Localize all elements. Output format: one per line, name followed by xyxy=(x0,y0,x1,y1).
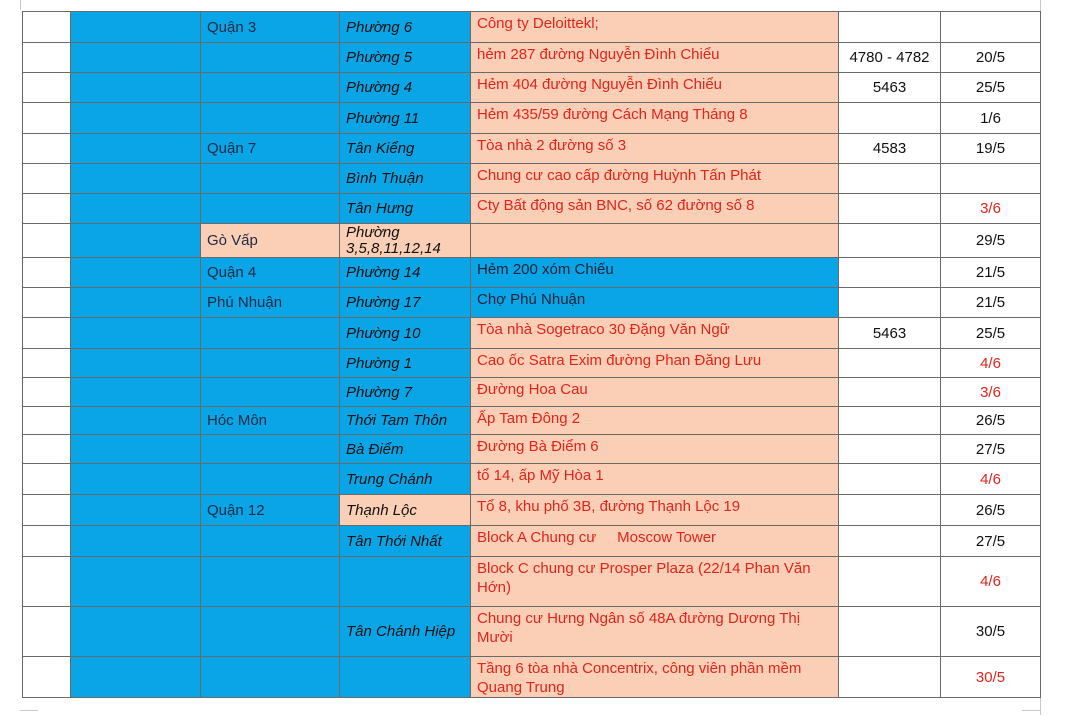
district-cell xyxy=(201,526,340,557)
table-row xyxy=(23,349,1041,378)
marker-cell xyxy=(71,43,201,73)
ward-cell xyxy=(340,557,471,607)
date-cell: 30/5 xyxy=(941,607,1041,657)
table-row xyxy=(23,288,1041,318)
address-cell: Chung cư Hưng Ngân số 48A đường Dương Thị Mười xyxy=(471,607,839,657)
district-cell xyxy=(201,464,340,495)
district-cell xyxy=(201,73,340,103)
date-cell xyxy=(941,164,1041,194)
table-row xyxy=(23,495,1041,526)
table-row xyxy=(23,103,1041,134)
blank-cell xyxy=(23,464,71,495)
marker-cell xyxy=(71,349,201,378)
district-cell xyxy=(201,164,340,194)
ward-cell: Phường 3,5,8,11,12,14 xyxy=(340,224,471,258)
date-cell: 25/5 xyxy=(941,73,1041,103)
district-cell xyxy=(201,349,340,378)
marker-cell xyxy=(71,435,201,464)
code-cell xyxy=(839,557,941,607)
date-cell: 26/5 xyxy=(941,495,1041,526)
ward-cell: Thạnh Lộc xyxy=(340,495,471,526)
address-cell xyxy=(471,224,839,258)
marker-cell xyxy=(71,607,201,657)
district-cell: Hóc Môn xyxy=(201,407,340,435)
ward-cell: Tân Kiểng xyxy=(340,134,471,164)
ward-cell xyxy=(340,657,471,698)
page-edge-top xyxy=(20,0,21,10)
schedule-table xyxy=(22,11,1041,698)
address-cell: Ấp Tam Đông 2 xyxy=(471,407,839,435)
blank-cell xyxy=(23,318,71,349)
date-cell: 19/5 xyxy=(941,134,1041,164)
date-cell xyxy=(941,12,1041,43)
code-cell xyxy=(839,407,941,435)
date-cell: 4/6 xyxy=(941,557,1041,607)
ward-cell: Phường 5 xyxy=(340,43,471,73)
code-cell: 5463 xyxy=(839,73,941,103)
date-cell: 25/5 xyxy=(941,318,1041,349)
district-cell: Quận 12 xyxy=(201,495,340,526)
blank-cell xyxy=(23,288,71,318)
code-cell xyxy=(839,164,941,194)
table-row xyxy=(23,435,1041,464)
marker-cell xyxy=(71,557,201,607)
table-row xyxy=(23,258,1041,288)
code-cell xyxy=(839,526,941,557)
blank-cell xyxy=(23,224,71,258)
table-row xyxy=(23,378,1041,407)
code-cell xyxy=(839,224,941,258)
address-cell: Tổ 8, khu phố 3B, đường Thạnh Lộc 19 xyxy=(471,495,839,526)
marker-cell xyxy=(71,134,201,164)
date-cell: 29/5 xyxy=(941,224,1041,258)
address-cell: hẻm 287 đường Nguyễn Đình Chiểu xyxy=(471,43,839,73)
code-cell xyxy=(839,495,941,526)
ward-cell: Phường 10 xyxy=(340,318,471,349)
table-row xyxy=(23,464,1041,495)
address-cell: Hẻm 404 đường Nguyễn Đình Chiểu xyxy=(471,73,839,103)
marker-cell xyxy=(71,164,201,194)
table-row xyxy=(23,657,1041,698)
date-cell: 4/6 xyxy=(941,349,1041,378)
date-cell: 30/5 xyxy=(941,657,1041,698)
marker-cell xyxy=(71,12,201,43)
blank-cell xyxy=(23,258,71,288)
code-cell xyxy=(839,464,941,495)
marker-cell xyxy=(71,258,201,288)
blank-cell xyxy=(23,12,71,43)
code-cell xyxy=(839,12,941,43)
date-cell: 21/5 xyxy=(941,258,1041,288)
table-row xyxy=(23,164,1041,194)
ward-cell: Phường 7 xyxy=(340,378,471,407)
date-cell: 26/5 xyxy=(941,407,1041,435)
blank-cell xyxy=(23,164,71,194)
blank-cell xyxy=(23,607,71,657)
ward-cell: Phường 11 xyxy=(340,103,471,134)
district-cell xyxy=(201,557,340,607)
page-corner-bottom-right xyxy=(1022,710,1040,711)
table-row xyxy=(23,73,1041,103)
blank-cell xyxy=(23,103,71,134)
table-row xyxy=(23,12,1041,43)
address-cell: Chung cư cao cấp đường Huỳnh Tấn Phát xyxy=(471,164,839,194)
marker-cell xyxy=(71,288,201,318)
marker-cell xyxy=(71,378,201,407)
code-cell: 4780 - 4782 xyxy=(839,43,941,73)
ward-cell: Phường 17 xyxy=(340,288,471,318)
ward-cell: Bình Thuận xyxy=(340,164,471,194)
address-cell: Tòa nhà Sogetraco 30 Đặng Văn Ngữ xyxy=(471,318,839,349)
district-cell xyxy=(201,435,340,464)
date-cell: 27/5 xyxy=(941,435,1041,464)
marker-cell xyxy=(71,103,201,134)
marker-cell xyxy=(71,526,201,557)
code-cell xyxy=(839,607,941,657)
ward-cell: Phường 14 xyxy=(340,258,471,288)
ward-cell: Thới Tam Thôn xyxy=(340,407,471,435)
table-row xyxy=(23,43,1041,73)
blank-cell xyxy=(23,349,71,378)
ward-cell: Tân Thới Nhất xyxy=(340,526,471,557)
date-cell: 4/6 xyxy=(941,464,1041,495)
marker-cell xyxy=(71,657,201,698)
date-cell: 20/5 xyxy=(941,43,1041,73)
code-cell xyxy=(839,288,941,318)
address-cell: Block C chung cư Prosper Plaza (22/14 Phan Văn Hớn) xyxy=(471,557,839,607)
code-cell: 5463 xyxy=(839,318,941,349)
blank-cell xyxy=(23,134,71,164)
date-cell: 21/5 xyxy=(941,288,1041,318)
district-cell: Quận 3 xyxy=(201,12,340,43)
ward-cell: Bà Điểm xyxy=(340,435,471,464)
address-cell: Chợ Phú Nhuận xyxy=(471,288,839,318)
table-row xyxy=(23,526,1041,557)
date-cell: 3/6 xyxy=(941,194,1041,224)
address-cell: Đường Bà Điểm 6 xyxy=(471,435,839,464)
district-cell xyxy=(201,43,340,73)
district-cell: Quận 4 xyxy=(201,258,340,288)
district-cell xyxy=(201,318,340,349)
blank-cell xyxy=(23,43,71,73)
ward-cell: Phường 1 xyxy=(340,349,471,378)
address-cell: tổ 14, ấp Mỹ Hòa 1 xyxy=(471,464,839,495)
table-row xyxy=(23,557,1041,607)
marker-cell xyxy=(71,464,201,495)
district-cell xyxy=(201,607,340,657)
ward-cell: Tân Chánh Hiệp xyxy=(340,607,471,657)
table-body xyxy=(23,12,1041,698)
table-row xyxy=(23,224,1041,258)
marker-cell xyxy=(71,73,201,103)
table-row xyxy=(23,607,1041,657)
address-cell: Hẻm 200 xóm Chiếu xyxy=(471,258,839,288)
code-cell xyxy=(839,657,941,698)
table-row xyxy=(23,194,1041,224)
address-cell: Đường Hoa Cau xyxy=(471,378,839,407)
district-cell xyxy=(201,103,340,134)
marker-cell xyxy=(71,407,201,435)
address-cell: Tòa nhà 2 đường số 3 xyxy=(471,134,839,164)
date-cell: 3/6 xyxy=(941,378,1041,407)
code-cell: 4583 xyxy=(839,134,941,164)
ward-cell: Phường 4 xyxy=(340,73,471,103)
blank-cell xyxy=(23,526,71,557)
ward-cell: Phường 6 xyxy=(340,12,471,43)
date-cell: 27/5 xyxy=(941,526,1041,557)
address-cell: Công ty Deloittekl; xyxy=(471,12,839,43)
marker-cell xyxy=(71,495,201,526)
code-cell xyxy=(839,103,941,134)
district-cell xyxy=(201,194,340,224)
blank-cell xyxy=(23,378,71,407)
code-cell xyxy=(839,194,941,224)
code-cell xyxy=(839,378,941,407)
blank-cell xyxy=(23,73,71,103)
code-cell xyxy=(839,258,941,288)
district-cell: Quận 7 xyxy=(201,134,340,164)
page-corner-bottom-left xyxy=(20,710,38,711)
district-cell xyxy=(201,657,340,698)
table-row xyxy=(23,134,1041,164)
address-cell: Block A Chung cư Moscow Tower xyxy=(471,526,839,557)
code-cell xyxy=(839,435,941,464)
date-cell: 1/6 xyxy=(941,103,1041,134)
address-cell: Cty Bất động sản BNC, số 62 đường số 8 xyxy=(471,194,839,224)
table-row xyxy=(23,407,1041,435)
district-cell: Gò Vấp xyxy=(201,224,340,258)
address-cell: Tầng 6 tòa nhà Concentrix, công viên phần mềm Quang Trung xyxy=(471,657,839,698)
blank-cell xyxy=(23,495,71,526)
district-cell: Phú Nhuận xyxy=(201,288,340,318)
marker-cell xyxy=(71,318,201,349)
ward-cell: Tân Hưng xyxy=(340,194,471,224)
address-cell: Hẻm 435/59 đường Cách Mạng Tháng 8 xyxy=(471,103,839,134)
marker-cell xyxy=(71,224,201,258)
ward-cell: Trung Chánh xyxy=(340,464,471,495)
blank-cell xyxy=(23,435,71,464)
district-cell xyxy=(201,378,340,407)
blank-cell xyxy=(23,557,71,607)
marker-cell xyxy=(71,194,201,224)
table-row xyxy=(23,318,1041,349)
blank-cell xyxy=(23,194,71,224)
address-cell: Cao ốc Satra Exim đường Phan Đăng Lưu xyxy=(471,349,839,378)
code-cell xyxy=(839,349,941,378)
blank-cell xyxy=(23,657,71,698)
blank-cell xyxy=(23,407,71,435)
